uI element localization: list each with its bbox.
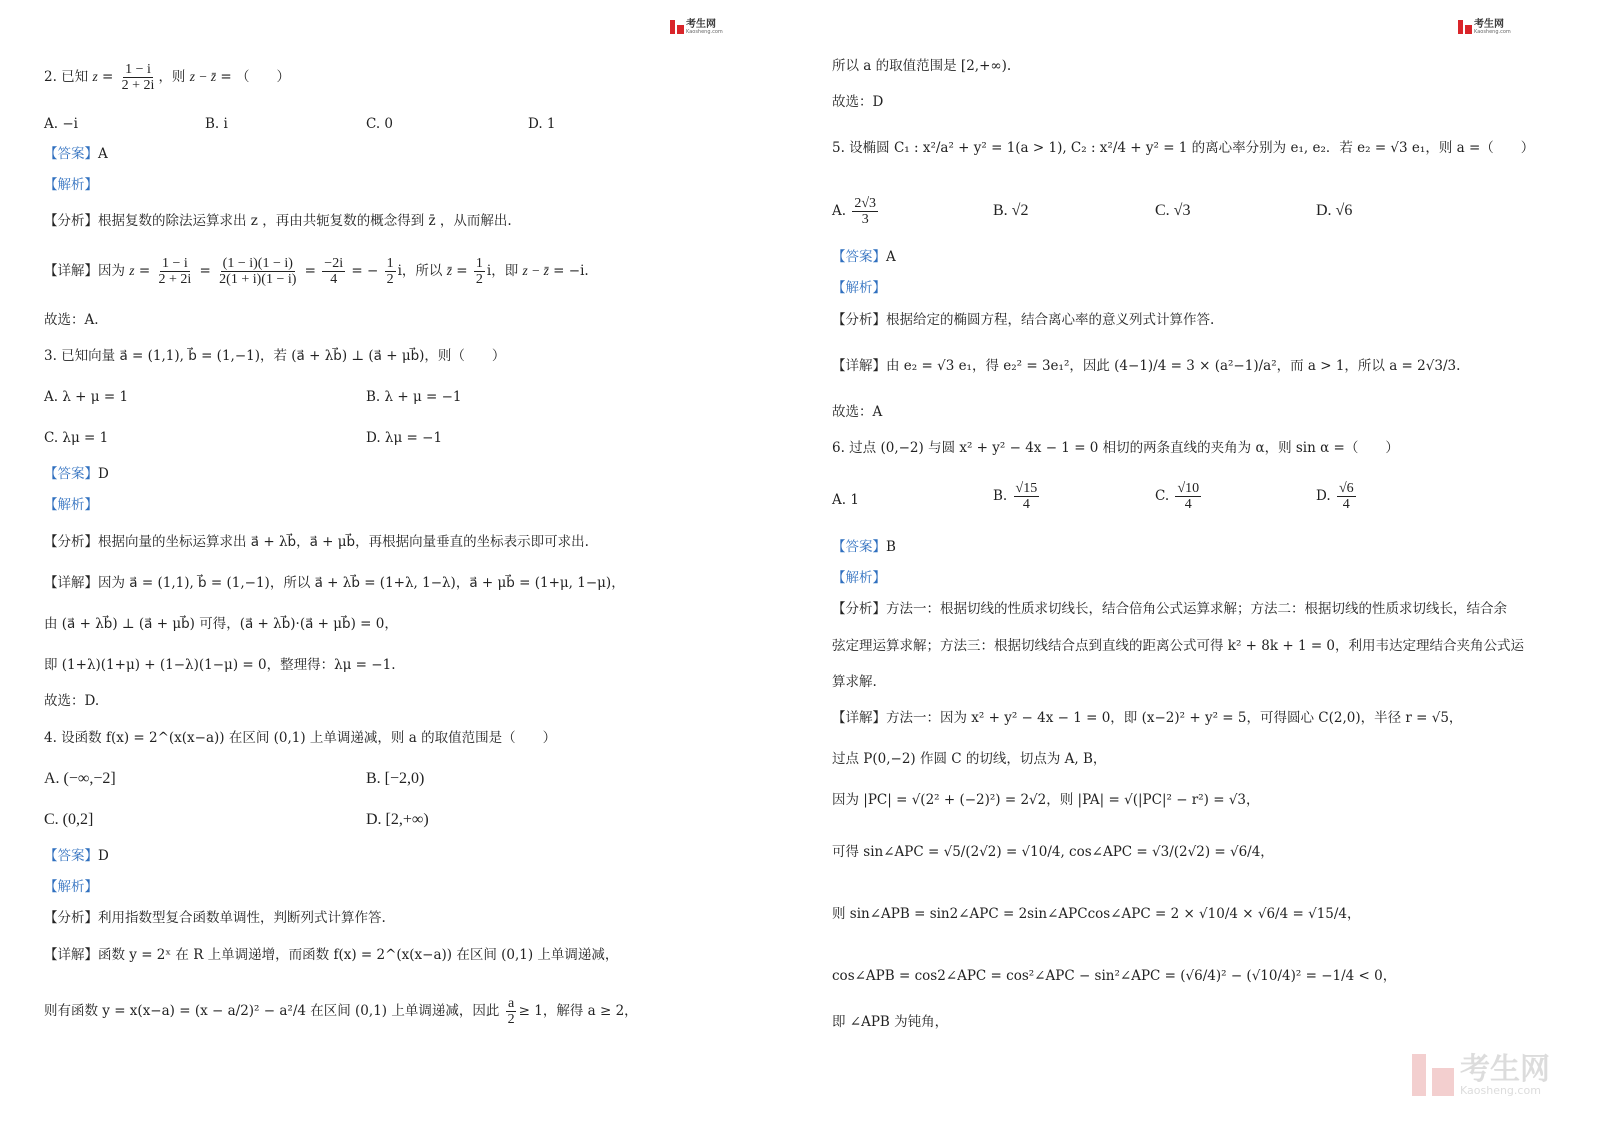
q4-answer: [44, 846, 109, 866]
q2-guxuan: 故选：A.: [44, 312, 99, 328]
q6-option-c: [1155, 481, 1203, 512]
q6-answer-tag: 【答案】: [832, 539, 886, 555]
q3-xiangjie-3: 即 (1+λ)(1+μ) + (1−λ)(1−μ) = 0，整理得：λμ = −1.: [44, 657, 396, 673]
kaosheng-watermark: [1412, 1051, 1550, 1097]
q6-xiangjie-7: 即 ∠APB 为钝角，: [832, 1014, 949, 1030]
q2-fenxi-text: 根据复数的除法运算求出 z ，再由共轭复数的概念得到 z̄ ，从而解出.: [98, 213, 512, 229]
q2-jiexi: 【解析】: [44, 177, 98, 193]
q5-option-c: C. √3: [1155, 202, 1191, 219]
q4-xiangjie-1: [44, 945, 618, 965]
q5-option-a-label: A.: [832, 203, 847, 219]
q2-answer: [44, 144, 108, 164]
q3-fenxi-text: 根据向量的坐标运算求出 a⃗ + λb⃗，a⃗ + μb⃗，再根据向量垂直的坐标表示即可求出.: [98, 534, 589, 550]
q5-jiexi: 【解析】: [832, 280, 886, 296]
q3-stem: 3. 已知向量 a⃗ = (1,1), b⃗ = (1,−1)，若 (a⃗ + λb⃗) ⊥ (a⃗ + μb⃗)，则（ ）: [44, 348, 506, 364]
q6-answer: [832, 537, 896, 557]
q6-fenxi-text-1: 方法一：根据切线的性质求切线长，结合倍角公式运算求解；方法二：根据切线的性质求切线长，结合余: [886, 601, 1507, 617]
q5-xiangjie-tag: 【详解】: [832, 358, 886, 374]
q3-xiangjie-2: 由 (a⃗ + λb⃗) ⊥ (a⃗ + μb⃗) 可得，(a⃗ + λb⃗)·(a⃗ + μb⃗) = 0，: [44, 616, 398, 632]
q2-stem: 2. 已知 z = $\frac{1 - i}{2 + 2i}$ ，则 z − z̄ = （ ）: [44, 62, 291, 93]
q6-fenxi-3: 算求解.: [832, 674, 877, 690]
q3-option-b: B. λ + μ = −1: [366, 389, 462, 405]
q5-option-a-num: 2√3: [854, 196, 877, 211]
q3-answer: [44, 464, 109, 484]
logo-en: Kaosheng.com: [686, 28, 723, 35]
q4-fenxi: [44, 908, 386, 928]
q4-xiangjie-2-post: ≥ 1，解得 a ≥ 2，: [518, 1003, 638, 1019]
watermark-en: Kaosheng.com: [1460, 1083, 1541, 1097]
logo-cn: 考生网: [686, 18, 716, 30]
watermark-cn: 考生网: [1460, 1051, 1550, 1087]
q4-xiangjie-text-1: 函数 y = 2ˣ 在 R 上单调递增，而函数 f(x) = 2^(x(x−a)) 在区间 (0,1) 上单调递减，: [98, 947, 619, 963]
q3-jiexi: 【解析】: [44, 497, 98, 513]
q4-answer-value: D: [98, 848, 109, 864]
right-page: [800, 0, 1600, 1128]
q6-option-c-num: √10: [1177, 481, 1200, 496]
q4-answer-tag: 【答案】: [44, 848, 98, 864]
q2-stem-pre: 2. 已知: [44, 69, 89, 85]
logo-cn-right: 考生网: [1474, 18, 1504, 30]
q3-xiangjie-tag: 【详解】: [44, 575, 98, 591]
q6-xiangjie-6: cos∠APB = cos2∠APC = cos²∠APC − sin²∠APC = (√6/4)² − (√10/4)² = −1/4 < 0，: [832, 968, 1397, 984]
q3-option-c: C. λμ = 1: [44, 430, 109, 446]
q3-fenxi: [44, 532, 589, 552]
q5-option-b: B. √2: [993, 202, 1029, 219]
kaosheng-logo: [670, 16, 723, 38]
q6-option-b-num: √15: [1015, 481, 1038, 496]
q6-xiangjie-text-1: 方法一：因为 x² + y² − 4x − 1 = 0，即 (x−2)² + y² = 5，可得圆心 C(2,0)，半径 r = √5，: [886, 710, 1463, 726]
q6-option-a: A. 1: [832, 492, 859, 508]
kaosheng-logo-icon: [670, 20, 684, 34]
q4-option-c: C. (0,2]: [44, 811, 94, 828]
q2-stem-tail: （ ）: [236, 69, 291, 85]
q6-option-d-num: √6: [1338, 481, 1354, 496]
kaosheng-logo-icon-right: [1458, 20, 1472, 34]
q6-option-d-den: 4: [1342, 497, 1350, 512]
q2-option-d: D. 1: [528, 116, 556, 132]
q6-xiangjie-5: 则 sin∠APB = sin2∠APC = 2sin∠APCcos∠APC = 2 × √10/4 × √6/4 = √15/4，: [832, 906, 1361, 922]
q6-stem: 6. 过点 (0,−2) 与圆 x² + y² − 4x − 1 = 0 相切的两条直线的夹角为 α，则 sin α =（ ）: [832, 440, 1399, 456]
q6-fenxi-1: [832, 599, 1507, 619]
q4-cont: 所以 a 的取值范围是 [2,+∞).: [832, 58, 1012, 74]
q6-jiexi: 【解析】: [832, 570, 886, 586]
q3-xiangjie-1: [44, 573, 625, 593]
q5-stem: 5. 设椭圆 C₁ : x²/a² + y² = 1(a > 1), C₂ : x²/4 + y² = 1 的离心率分别为 e₁, e₂．若 e₂ = √3 e₁，则 a =（ ）: [832, 140, 1535, 156]
q6-xiangjie-4: 可得 sin∠APC = √5/(2√2) = √10/4, cos∠APC = √3/(2√2) = √6/4，: [832, 844, 1274, 860]
q6-fenxi-2: 弦定理运算求解；方法三：根据切线结合点到直线的距离公式可得 k² + 8k + 1 = 0，利用韦达定理结合夹角公式运: [832, 638, 1525, 654]
q6-xiangjie-tag: 【详解】: [832, 710, 886, 726]
q3-option-d: D. λμ = −1: [366, 430, 443, 446]
q2-xiangjie-tag: 【详解】: [44, 263, 98, 279]
q2-stem-post: ，则: [158, 69, 186, 85]
q6-option-b-den: 4: [1022, 497, 1030, 512]
q2-fenxi: [44, 211, 512, 231]
q6-xiangjie-3: 因为 |PC| = √(2² + (−2)²) = 2√2，则 |PA| = √(|PC|² − r²) = √3，: [832, 792, 1260, 808]
q2-option-c: C. 0: [366, 116, 394, 132]
q3-xiangjie-text-1: 因为 a⃗ = (1,1), b⃗ = (1,−1)，所以 a⃗ + λb⃗ = (1+λ, 1−λ)，a⃗ + μb⃗ = (1+μ, 1−μ)，: [98, 575, 625, 591]
q3-guxuan: 故选：D.: [44, 693, 100, 709]
q5-answer-value: A: [886, 249, 896, 265]
q5-answer: [832, 247, 896, 267]
q2-xiangjie-mid: ，所以: [401, 263, 443, 279]
q5-xiangjie: [832, 356, 1460, 376]
q4-xiangjie-tag: 【详解】: [44, 947, 98, 963]
q6-fenxi-tag: 【分析】: [832, 601, 886, 617]
q5-guxuan: 故选：A: [832, 404, 883, 420]
q5-fenxi-tag: 【分析】: [832, 312, 886, 328]
logo-en-right: Kaosheng.com: [1474, 28, 1511, 35]
q3-option-a: A. λ + μ = 1: [44, 389, 129, 405]
q4-option-d: D. [2,+∞): [366, 811, 429, 828]
q4-fenxi-tag: 【分析】: [44, 910, 98, 926]
q2-answer-tag: 【答案】: [44, 146, 98, 162]
q6-xiangjie-2: 过点 P(0,−2) 作圆 C 的切线，切点为 A, B，: [832, 751, 1107, 767]
q5-option-d: D. √6: [1316, 202, 1353, 219]
q2-xiangjie-end: ，即: [491, 263, 519, 279]
q6-option-d-label: D.: [1316, 488, 1331, 504]
q3-answer-value: D: [98, 466, 109, 482]
q6-xiangjie-1: [832, 708, 1462, 728]
q5-fenxi: [832, 310, 1214, 330]
q4-fenxi-text: 利用指数型复合函数单调性，判断列式计算作答.: [98, 910, 386, 926]
q2-option-b: B. i: [205, 116, 228, 132]
watermark-logo-icon: [1412, 1054, 1454, 1096]
q2-fenxi-tag: 【分析】: [44, 213, 98, 229]
q4-stem: 4. 设函数 f(x) = 2^(x(x−a)) 在区间 (0,1) 上单调递减，则 a 的取值范围是（ ）: [44, 730, 557, 746]
q6-option-b: [993, 481, 1041, 512]
q4-guxuan: 故选：D: [832, 94, 884, 110]
q6-option-c-den: 4: [1184, 497, 1192, 512]
q5-xiangjie-text: 由 e₂ = √3 e₁，得 e₂² = 3e₁²，因此 (4−1)/4 = 3 × (a²−1)/a²，而 a > 1，所以 a = 2√3/3.: [886, 358, 1461, 374]
q6-option-d: [1316, 481, 1358, 512]
q4-option-a: A. (−∞,−2]: [44, 770, 116, 787]
q4-option-b: B. [−2,0): [366, 770, 425, 787]
q2-answer-value: A: [98, 146, 108, 162]
q5-option-a-den: 3: [861, 212, 869, 227]
q2-xiangjie: 【详解】因为 z = $\frac{1 - i}{2 + 2i}$ = $\frac{(1 - i)(1 - i)}{2(1 + i)(1 - i)}$ = $\frac{-2i}{4}$ = − $\frac{1}{2}$ i，所以 z̄ = $\frac{1}{2}$ i，即 z − z̄ = −i.: [44, 256, 589, 287]
q4-jiexi: 【解析】: [44, 879, 98, 895]
q4-xiangjie-2: 则有函数 y = x(x−a) = (x − a/2)² − a²/4 在区间 (0,1) 上单调递减，因此 $\frac{a}{2}$ ≥ 1，解得 a ≥ 2，: [44, 996, 638, 1027]
q6-answer-value: B: [886, 539, 896, 555]
q2-option-a: A. −i: [44, 116, 78, 132]
q2-xiangjie-pre: 因为: [98, 263, 125, 279]
q3-fenxi-tag: 【分析】: [44, 534, 98, 550]
q5-answer-tag: 【答案】: [832, 249, 886, 265]
q4-xiangjie-2-pre: 则有函数 y = x(x−a) = (x − a/2)² − a²/4 在区间 (0,1) 上单调递减，因此: [44, 1003, 500, 1019]
kaosheng-logo-right: [1458, 16, 1511, 38]
q6-option-c-label: C.: [1155, 488, 1170, 504]
q5-fenxi-text: 根据给定的椭圆方程，结合离心率的意义列式计算作答.: [886, 312, 1215, 328]
q5-option-a: [832, 196, 880, 227]
q3-answer-tag: 【答案】: [44, 466, 98, 482]
q6-option-b-label: B.: [993, 488, 1008, 504]
